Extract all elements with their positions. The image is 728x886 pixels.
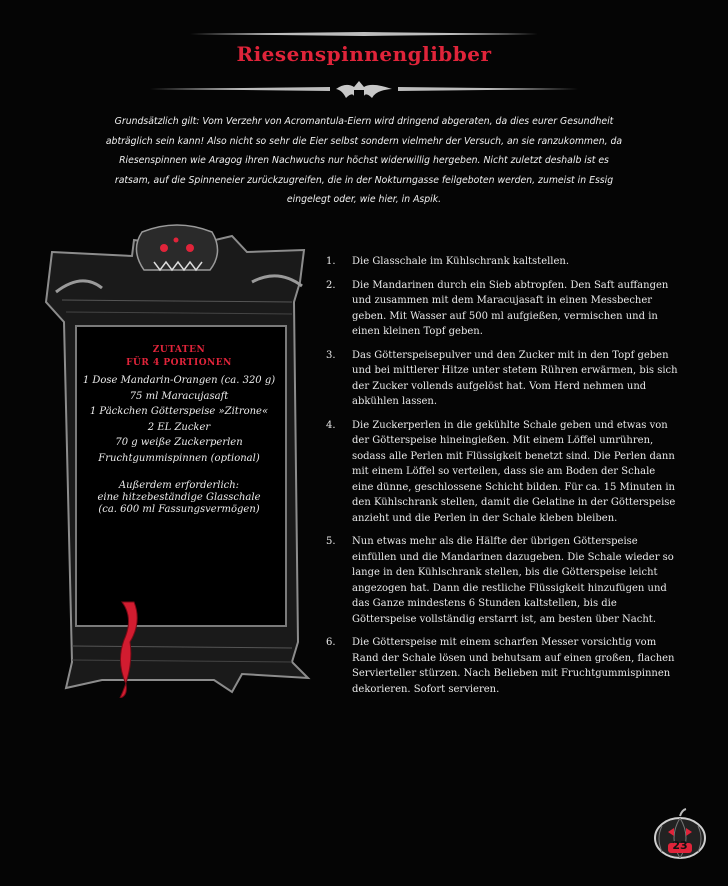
step-text: Die Glasschale im Kühlschrank kaltstellen. — [352, 256, 570, 267]
ingredients-extra — [78, 480, 280, 516]
step-item — [326, 534, 678, 627]
ingredients-box — [78, 344, 280, 516]
extra-heading: Außerdem erforderlich: — [118, 480, 240, 491]
ingredient-item: 70 g weiße Zuckerperlen — [115, 437, 243, 448]
ingredient-item: 1 Dose Mandarin-Orangen (ca. 320 g) — [82, 375, 276, 386]
step-text: Nun etwas mehr als die Hälfte der übrigen Götterspeise einfüllen und die Mandarinen dazugeben. Die Schale wieder so lange in den Kühlschrank stellen, bis die Götterspeise leicht angezogen hat. Dann die restliche Flüssigkeit hinzufügen und das Ganze mindestens 6 Stunden kaltstellen, bis die Götterspeise vollständig erstarrt ist, am besten über Nacht. — [352, 536, 674, 625]
intro-paragraph: Grundsätzlich gilt: Vom Verzehr von Acromantula-Eiern wird dringend abgeraten, da dies eurer Gesundheit abträglich sein kann! Also nicht so sehr die Eier selbst sondern vielmehr der Versuch, an sie ranzukommen, da Riesenspinnen wie Aragog ihren Nachwuchs nur höchst widerwillig hergeben. Nicht zuletzt deshalb ist es ratsam, auf die Spinneneier zurückzugreifen, die in der Nokturngasse feilgeboten werden, zumeist in Essig eingelegt oder, wie hier, in Aspik. — [105, 116, 623, 205]
step-item — [326, 254, 678, 270]
extra-line: eine hitzebeständige Glasschale — [97, 492, 261, 503]
step-number: 2. — [326, 279, 336, 291]
steps-list — [326, 254, 678, 705]
pumpkin-icon — [652, 806, 708, 862]
ingredient-item: 75 ml Maracujasaft — [129, 390, 229, 402]
ingredients-portions: FÜR 4 PORTIONEN — [126, 358, 232, 368]
step-text: Das Götterspeisepulver und den Zucker mit in den Topf geben und bei mittlerer Hitze unter stetem Rühren erwärmen, bis sich der Zucker vollends aufgelöst hat. Vom Herd nehmen und abkühlen lassen. — [352, 349, 678, 407]
ingredient-item: 1 Päckchen Götterspeise »Zitrone« — [89, 406, 269, 417]
bat-ornament-rule — [150, 78, 578, 104]
step-number: 6. — [326, 637, 336, 648]
ingredients-list — [78, 373, 280, 466]
step-item — [326, 635, 678, 697]
step-number: 1. — [326, 256, 336, 267]
ingredients-heading: ZUTATEN — [152, 345, 206, 355]
step-text: Die Mandarinen durch ein Sieb abtropfen. Den Saft auffangen und zusammen mit dem Maracujasaft in einen Messbecher geben. Mit Wasser auf 500 ml aufgießen, vermischen und in einen kleinen Topf geben. — [352, 279, 669, 337]
step-number: 5. — [326, 536, 336, 547]
step-item — [326, 348, 678, 410]
extra-line: (ca. 600 ml Fassungsvermögen) — [98, 504, 260, 515]
ingredient-item: Fruchtgummispinnen (optional) — [98, 452, 260, 464]
step-number: 4. — [326, 419, 336, 431]
top-ornament-rule — [190, 30, 538, 38]
step-text: Die Götterspeise mit einem scharfen Messer vorsichtig vom Rand der Schale lösen und behutsam auf einen großen, flachen Servierteller stürzen. Nach Belieben mit Fruchtgummispinnen dekorieren. Sofort servieren. — [352, 637, 675, 695]
step-item — [326, 418, 678, 527]
page-number: 23 — [672, 839, 688, 852]
step-number: 3. — [326, 349, 336, 361]
ingredient-item: 2 EL Zucker — [147, 421, 211, 433]
step-text: Die Zuckerperlen in die gekühlte Schale geben und etwas von der Götterspeise hineingießen. Mit einem Löffel umrühren, sodass alle Perlen mit Flüssigkeit benetzt sind. Die Perlen dann mit einem Löffel so verteilen, dass sie am Boden der Schale eine dünne, geschlossene Schicht bilden. Für ca. 15 Minuten in den Kühlschrank stellen, damit die Gelatine in der Götterspeise anzieht und die Perlen in der Schale kleben bleiben. — [352, 419, 676, 524]
page-title: Riesenspinnenglibber — [236, 42, 492, 66]
step-item — [326, 278, 678, 340]
